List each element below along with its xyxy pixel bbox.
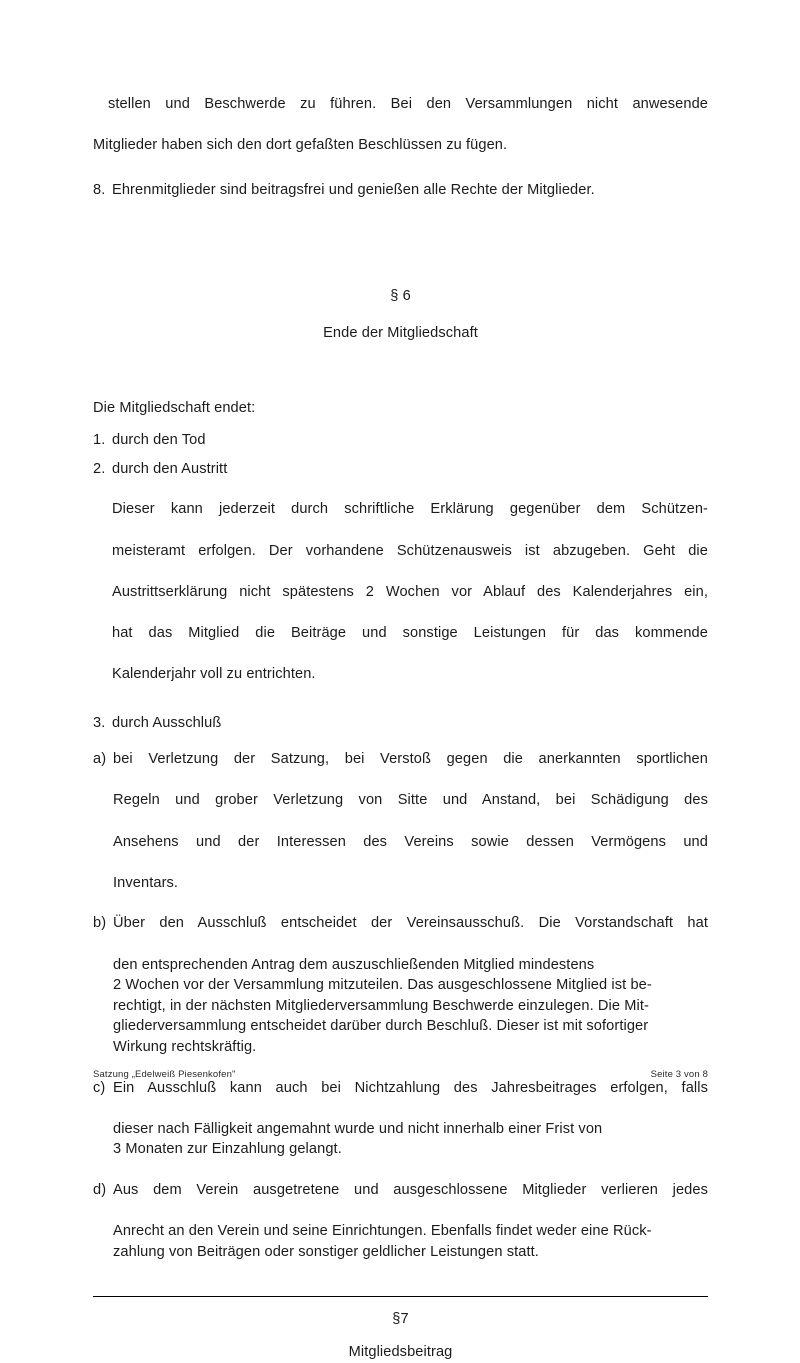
top-spacer xyxy=(93,0,708,94)
list-item-1-marker: 1. xyxy=(93,432,106,449)
spacer xyxy=(93,344,708,398)
footer-document-title: Satzung „Edelweiß Piesenkofen" xyxy=(93,1069,236,1080)
spacer xyxy=(93,1330,708,1342)
footer-page-number: Seite 3 von 8 xyxy=(650,1069,708,1080)
section-7-number: §7 xyxy=(392,1311,409,1328)
spacer xyxy=(93,479,708,499)
list-item-a xyxy=(93,749,708,893)
list-item-b-line-2: den entsprechenden Antrag dem auszuschließenden Mitglied mindestens xyxy=(113,956,595,973)
spacer xyxy=(93,156,708,180)
list-item-8 xyxy=(93,180,708,201)
spacer xyxy=(93,451,708,459)
list-item-d-text xyxy=(113,1180,708,1262)
list-item-2-detail-line-5: Kalenderjahr voll zu entrichten. xyxy=(112,666,316,683)
page-content xyxy=(93,0,708,1363)
list-item-b-line-4: rechtigt, in der nächsten Mitgliederversammlung Beschwerde einzulegen. Die Mit- xyxy=(113,997,649,1014)
list-item-a-line-1: bei Verletzung der Satzung, bei Verstoß gegen die anerkannten sportlichen xyxy=(113,751,708,768)
spacer xyxy=(93,1160,708,1180)
spacer xyxy=(93,307,708,323)
lead-in-text: Die Mitgliedschaft endet: xyxy=(93,399,256,416)
spacer xyxy=(93,200,708,258)
list-item-2-detail xyxy=(112,499,708,684)
list-item-d-line-1: Aus dem Verein ausgetretene und ausgeschlossene Mitglieder verlieren jedes xyxy=(113,1181,708,1198)
list-item-b-line-5: gliederversammlung entscheidet darüber durch Beschluß. Dieser ist mit sofortiger xyxy=(113,1018,649,1035)
continued-paragraph-line-2: Mitglieder haben sich den dort gefaßten Beschlüssen zu fügen. xyxy=(93,137,508,154)
list-item-2-text: durch den Austritt xyxy=(112,460,228,477)
list-item-2-detail-line-1: Dieser kann jederzeit durch schriftliche Erklärung gegenüber dem Schützen- xyxy=(112,501,708,518)
list-item-a-text xyxy=(113,749,708,893)
list-item-c-text xyxy=(113,1078,708,1160)
list-item-2 xyxy=(93,459,708,480)
list-item-d-line-3: zahlung von Beiträgen oder sonstiger geldlicher Leistungen statt. xyxy=(113,1243,539,1260)
list-item-2-detail-line-2: meisteramt erfolgen. Der vorhandene Schützenausweis ist abzugeben. Geht die xyxy=(112,542,708,559)
spacer xyxy=(93,733,708,749)
page-footer xyxy=(93,1069,708,1080)
list-item-b-text xyxy=(113,913,708,1057)
continued-paragraph-line-1: stellen und Beschwerde zu führen. Bei den Versammlungen nicht anwesende xyxy=(108,96,708,112)
list-item-b-line-6: Wirkung rechtskräftig. xyxy=(113,1039,257,1055)
spacer xyxy=(93,1262,708,1296)
list-item-c xyxy=(93,1078,708,1160)
list-item-c-line-3: 3 Monaten zur Einzahlung gelangt. xyxy=(113,1141,342,1158)
list-item-2-detail-line-3: Austrittserklärung nicht spätestens 2 Wochen vor Ablauf des Kalenderjahres ein, xyxy=(112,583,708,600)
list-item-2-marker: 2. xyxy=(93,460,106,477)
spacer xyxy=(93,893,708,913)
list-item-d-marker: d) xyxy=(93,1181,107,1198)
list-item-c-marker: c) xyxy=(93,1079,106,1096)
list-item-8-text: Ehrenmitglieder sind beitragsfrei und genießen alle Rechte der Mitglieder. xyxy=(112,181,595,198)
list-item-a-line-4: Inventars. xyxy=(113,874,179,891)
list-item-b-marker: b) xyxy=(93,915,107,932)
section-6-title: Ende der Mitgliedschaft xyxy=(323,324,478,341)
spacer xyxy=(93,418,708,430)
list-item-b xyxy=(93,913,708,1057)
list-item-8-marker: 8. xyxy=(93,181,106,198)
list-item-c-line-1: Ein Ausschluß kann auch bei Nichtzahlung des Jahresbeitrages erfolgen, falls xyxy=(113,1079,708,1096)
list-item-a-line-3: Ansehens und der Interessen des Vereins sowie dessen Vermögens und xyxy=(113,833,708,850)
spacer xyxy=(93,1297,708,1309)
list-item-3-marker: 3. xyxy=(93,714,106,731)
spacer xyxy=(93,258,708,286)
section-7-title: Mitgliedsbeitrag xyxy=(348,1343,453,1360)
list-item-3-text: durch Ausschluß xyxy=(112,714,222,731)
continued-paragraph xyxy=(93,94,708,156)
list-item-a-marker: a) xyxy=(93,751,107,768)
list-item-b-line-3: 2 Wochen vor der Versammlung mitzuteilen. Das ausgeschlossene Mitglied ist be- xyxy=(113,977,652,994)
list-item-a-line-2: Regeln und grober Verletzung von Sitte und Anstand, bei Schädigung des xyxy=(113,792,708,809)
spacer xyxy=(93,685,708,713)
list-item-2-detail-line-4: hat das Mitglied die Beiträge und sonstige Leistungen für das kommende xyxy=(112,624,708,641)
list-item-b-line-1: Über den Ausschluß entscheidet der Vereinsausschuß. Die Vorstandschaft hat xyxy=(113,915,708,932)
list-item-3 xyxy=(93,713,708,734)
list-item-d-line-2: Anrecht an den Verein und seine Einrichtungen. Ebenfalls findet weder eine Rück- xyxy=(113,1223,652,1240)
section-6-number: § 6 xyxy=(390,288,411,305)
list-item-c-line-2: dieser nach Fälligkeit angemahnt wurde und nicht innerhalb einer Frist von xyxy=(113,1120,603,1137)
list-item-d xyxy=(93,1180,708,1262)
list-item-1 xyxy=(93,430,708,451)
list-item-1-text: durch den Tod xyxy=(112,432,206,449)
